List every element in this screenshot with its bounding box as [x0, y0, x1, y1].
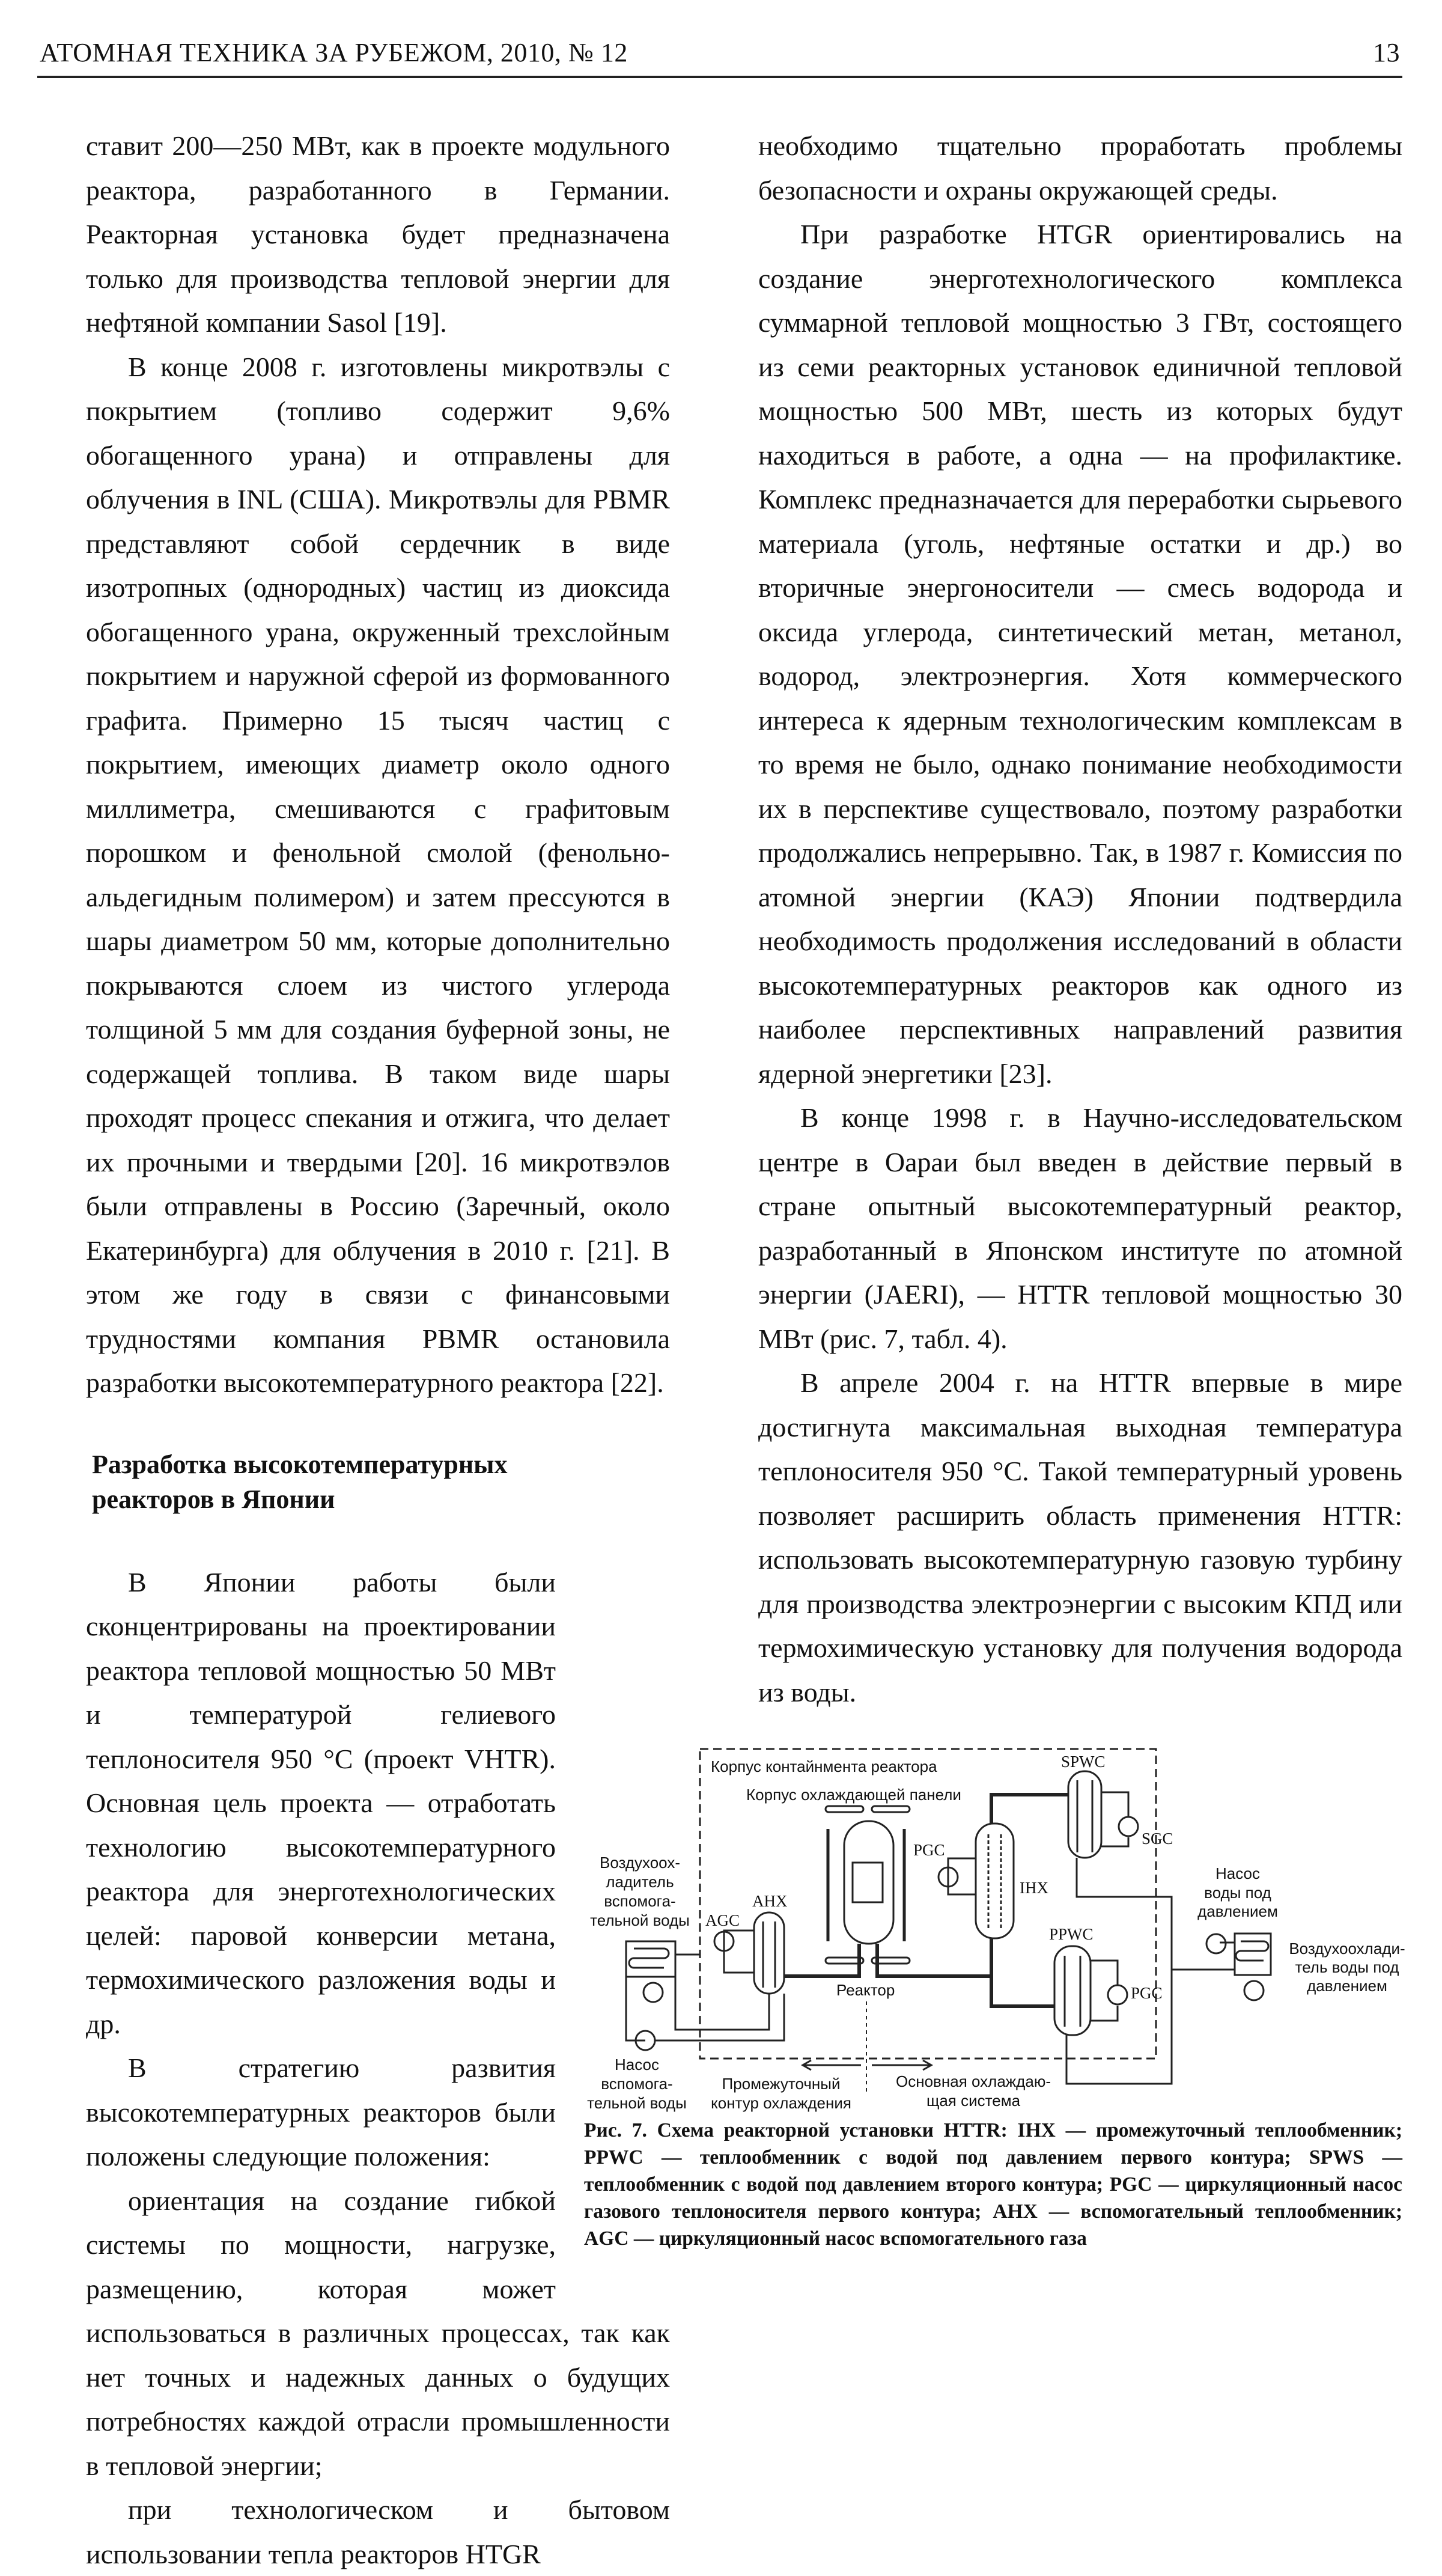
label-aux-air-cooler: Воздухоох-: [599, 1854, 681, 1872]
paragraph: В конце 1998 г. в Научно-исследовательском центре в Оараи был введен в действие первый в стране опытный высокотемпературный реактор, разработанный в Японском институте по атомной энергии (JAERI), — HTTR тепловой мощностью 30 МВт (рис. 7, табл. 4).: [758, 1102, 1402, 1354]
paragraph: ориентация на создание гибкой системы по мощности, нагрузке, размещению, которая может использоваться в различных процессах, так как нет точных и надежных данных о будущих потребностях каждой отрасли промышленности в тепловой энергии;: [86, 2185, 670, 2481]
ahx-vessel: [754, 1912, 784, 1994]
label-intermediate-loop: Промежуточный: [722, 2075, 841, 2093]
pressurized-pump-icon: [1206, 1934, 1226, 1953]
label-pressurized-pump: давлением: [1197, 1902, 1278, 1920]
arrow-right-icon: [872, 2060, 931, 2070]
journal-header: АТОМНАЯ ТЕХНИКА ЗА РУБЕЖОМ, 2010, № 12: [40, 38, 628, 67]
label-pressurized-pump: Насос: [1215, 1864, 1260, 1882]
label-ihx: IHX: [1020, 1879, 1048, 1897]
label-aux-air-cooler: тельной воды: [590, 1911, 690, 1929]
label-reactor: Реактор: [836, 1981, 895, 1999]
right-column: [758, 124, 1402, 1714]
reactor-vessel: [844, 1821, 893, 1944]
section-heading-line: реакторов в Японии: [92, 1484, 335, 1514]
pump-icon: [1244, 1981, 1264, 2000]
paragraph: При разработке HTGR ориентировались на создание энерготехнологического комплекса суммарной тепловой мощностью 3 ГВт, состоящего из семи реакторных установок единичной тепловой мощностью 500 МВт, шесть из которых будут находиться в работе, а одна — на профилактике. Комплекс предназначается для переработки сырьевого материала (уголь, нефтяные остатки и др.) во вторичные энергоносители — смесь водорода и оксида углерода, синтетический метан, метанол, водород, электроэнергия. Хотя коммерческого интереса к ядерным технологическим комплексам в то время не было, однако понимание необходимости их в перспективе существовало, поэтому разработки продолжались непрерывно. Так, в 1987 г. Комиссия по атомной энергии (КАЭ) Японии подтвердила необходимость продолжения исследований в области высокотемпературных реакторов как одного из наиболее перспективных направлений развития ядерной энергетики [23].: [758, 219, 1402, 1089]
label-cooling-panel: Корпус охлаждающей панели: [746, 1786, 961, 1804]
cooling-panel: [872, 1806, 910, 1812]
page-number: 13: [1373, 38, 1400, 67]
paragraph: В Японии работы были сконцентрированы на проектировании реактора тепловой мощностью 50 МВт и температурой гелиевого теплоносителя 950 °С (проект VHTR). Основная цель проекта — отработать технологию высокотемпературного реактора для энерготехнологических целей: паровой конверсии метана, термохимического разложения воды и др.: [86, 1566, 556, 2039]
paragraph: В апреле 2004 г. на HTTR впервые в мире достигнута максимальная выходная температура теплоносителя 950 °С. Такой температурный уровень позволяет расширить область применения HTTR: использовать высокотемпературную газовую турбину для производства электроэнергии с высоким КПД или термохимическую установку для получения водорода из воды.: [758, 1367, 1402, 1708]
sgc-pump-icon: [1119, 1817, 1138, 1836]
label-pressurized-air-cooler: Воздухоохлади-: [1289, 1940, 1405, 1958]
pgc-pump-icon: [1108, 1985, 1127, 2004]
label-ppwc: PPWC: [1049, 1925, 1094, 1943]
label-spwc: SPWC: [1061, 1753, 1106, 1771]
label-pressurized-air-cooler: давлением: [1307, 1977, 1387, 1995]
paragraph: необходимо тщательно проработать проблемы безопасности и охраны окружающей среды.: [758, 130, 1402, 206]
label-aux-air-cooler: вспомога-: [604, 1892, 676, 1910]
cooling-panel: [826, 1806, 863, 1812]
label-aux-pump: тельной воды: [587, 2094, 687, 2112]
reactor-core: [853, 1863, 883, 1902]
label-pgc: PGC: [1131, 1984, 1163, 2002]
label-aux-pump: вспомога-: [601, 2075, 673, 2093]
ihx-vessel: [976, 1824, 1014, 1938]
label-pressurized-pump: воды под: [1204, 1884, 1271, 1902]
label-main-system: щая система: [926, 2092, 1021, 2110]
paragraph: ставит 200—250 МВт, как в проекте модульного реактора, разработанного в Германии. Реакторная установка будет предназначена только для производства тепловой энергии для нефтяной компании Sasol [19].: [86, 130, 670, 338]
httr-diagram: [577, 1732, 1418, 2117]
arrow-left-icon: [803, 2060, 861, 2070]
header-rule: [37, 76, 1402, 78]
pump-icon: [643, 1983, 663, 2002]
label-agc: AGC: [705, 1911, 740, 1929]
figure-caption: Рис. 7. Схема реакторной установки HTTR: IHX — промежуточный теплообменник; PPWC — теплообменник с водой под давлением первого контура; SPWS — теплообменник с водой под давлением второго контура; PGC — циркуляционный насос газового теплоносителя первого контура; AHX — вспомогательный теплообменник; AGC — циркуляционный насос вспомогательного газа: [584, 2119, 1402, 2250]
section-heading-line: Разработка высокотемпературных: [92, 1449, 508, 1479]
pressurized-air-cooler-icon: [1235, 1934, 1271, 1975]
label-aux-air-cooler: ладитель: [606, 1873, 674, 1891]
label-pressurized-air-cooler: тель воды под: [1295, 1958, 1399, 1976]
paragraph: при технологическом и бытовом использовании тепла реакторов HTGR: [86, 2494, 670, 2569]
label-main-system: Основная охлаждаю-: [896, 2072, 1051, 2090]
ppwc-vessel: [1054, 1946, 1091, 2035]
spwc-vessel: [1068, 1771, 1101, 1858]
right-column-wrapper: [577, 124, 1405, 2252]
label-intermediate-loop: контур охлаждения: [711, 2094, 851, 2112]
paragraph: В конце 2008 г. изготовлены микротвэлы с покрытием (топливо содержит 9,6% обогащенного урана) и отправлены для облучения в INL (США). Микротвэлы для PBMR представляют собой сердечник в виде изотропных (однородных) частиц из диоксида обогащенного урана, окруженный трехслойным покрытием и наружной сферой из формованного графита. Примерно 15 тысяч частиц с покрытием, имеющих диаметр около одного миллиметра, смешиваются с графитовым порошком и фенольной смолой (фенольно-альдегидным полимером) и затем прессуются в шары диаметром 50 мм, которые дополнительно покрываются слоем из чистого углерода толщиной 5 мм для создания буферной зоны, не содержащей топлива. В таком виде шары проходят процесс спекания и отжига, что делает их прочными и твердыми [20]. 16 микротвэлов были отправлены в Россию (Заречный, около Екатеринбурга) для облучения в 2010 г. [21]. В этом же году в связи с финансовыми трудностями компания PBMR остановила разработки высокотемпературного реактора [22].: [86, 351, 670, 1398]
paragraph: В стратегию развития высокотемпературных реакторов были положены следующие положения:: [86, 2053, 556, 2172]
label-ahx: AHX: [752, 1892, 788, 1910]
label-sgc: SGC: [1142, 1830, 1173, 1848]
label-containment: Корпус контайнмента реактора: [711, 1757, 937, 1775]
label-pgc: PGC: [913, 1841, 945, 1859]
label-aux-pump: Насос: [615, 2056, 659, 2074]
